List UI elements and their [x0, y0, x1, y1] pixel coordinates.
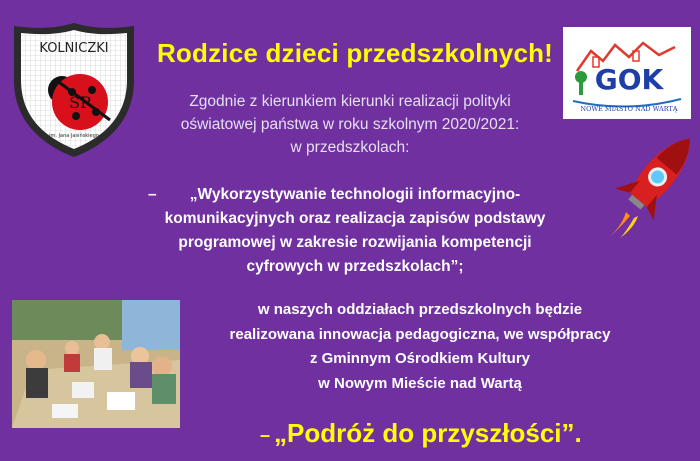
- school-motto: im. Jana Jasińskiego: [49, 133, 99, 139]
- rocket-illustration: [600, 120, 700, 240]
- paragraph-line: w Nowym Mieście nad Wartą: [318, 374, 522, 392]
- final-dash: –: [260, 424, 271, 445]
- page-title: Rodzice dzieci przedszkolnych!: [156, 38, 554, 68]
- quote-line: cyfrowych w przedszkolach”;: [246, 258, 464, 275]
- innovation-paragraph: [190, 298, 650, 396]
- paragraph-line: z Gminnym Ośrodkiem Kultury: [309, 350, 531, 367]
- quote-text: [150, 183, 560, 279]
- photo-image: [12, 300, 180, 428]
- quote-line: komunikacyjnych oraz realizacja zapisów podstawy: [164, 210, 546, 227]
- intro-line: w przedszkolach:: [290, 139, 410, 156]
- gok-logo-graphic: [563, 27, 691, 119]
- gok-logo: [563, 27, 691, 119]
- quote-line: „Wykorzystywanie technologii informacyjno-: [189, 186, 521, 203]
- gok-tagline: NOWE MIASTO NAD WARTĄ: [580, 105, 678, 113]
- paragraph-line: realizowana innowacja pedagogiczna, we współpracy: [229, 325, 611, 343]
- gok-text: GOK: [594, 63, 664, 96]
- school-letters: SP: [69, 93, 91, 112]
- quote-line: programowej w zakresie rozwijania kompetencji: [178, 234, 532, 251]
- intro-line: Zgodnie z kierunkiem kierunki realizacji polityki: [189, 93, 511, 110]
- children-photo: [12, 300, 180, 428]
- innovation-name: [260, 418, 582, 449]
- quote-dash: –: [148, 186, 157, 203]
- school-name: KOLNICZKI: [39, 41, 109, 56]
- innovation-title: „Podróż do przyszłości”.: [274, 418, 582, 448]
- intro-line: oświatowej państwa w roku szkolnym 2020/2021:: [180, 116, 520, 133]
- paragraph-line: w naszych oddziałach przedszkolnych będzie: [257, 301, 583, 318]
- intro-text: [140, 90, 560, 159]
- school-crest-logo: [10, 20, 138, 160]
